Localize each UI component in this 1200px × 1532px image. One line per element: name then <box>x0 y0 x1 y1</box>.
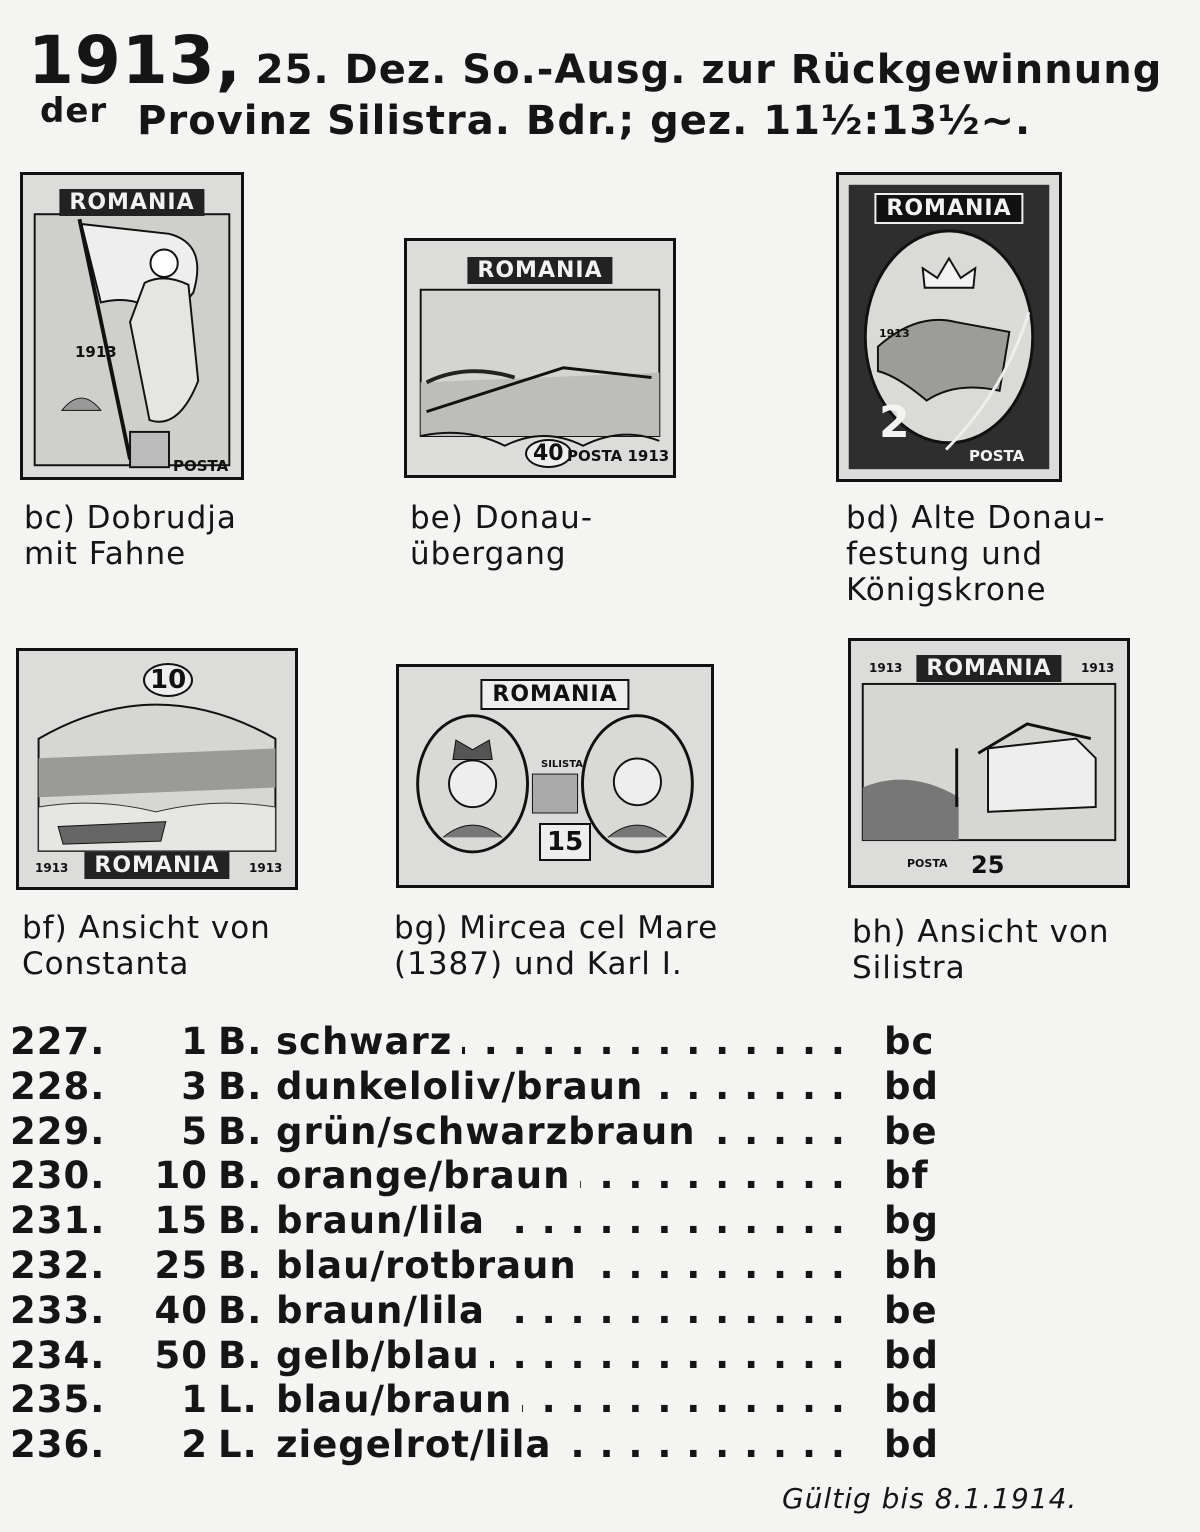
list-item <box>10 1423 990 1467</box>
stamp-bg-place: SILISTA <box>541 759 584 770</box>
stamp-be-posta: POSTA 1913 <box>567 447 670 465</box>
list-item-number: 236. <box>10 1423 106 1467</box>
stamp-bg-country: ROMANIA <box>480 679 629 710</box>
stamp-bd-illustration <box>836 172 1062 482</box>
stamp-bd-year: 1913 <box>879 327 910 340</box>
stamp-bh-value: 25 <box>971 851 1005 879</box>
list-item-number: 231. <box>10 1199 106 1243</box>
issue-year: 1913, <box>28 22 242 99</box>
header-line-1 <box>28 22 1162 99</box>
list-item-type: bf <box>884 1154 929 1198</box>
stamp-be-illustration <box>404 238 676 478</box>
list-item-color: blau/rotbraun <box>276 1244 577 1287</box>
stamp-bh-year-right: 1913 <box>1081 661 1115 675</box>
list-item-type: bh <box>884 1244 939 1287</box>
list-item-color: braun/lila <box>276 1199 485 1243</box>
stamp-bh-country: ROMANIA <box>916 655 1061 682</box>
stamp-bc-posta: POSTA <box>173 457 229 475</box>
stamp-bd-caption-line-1: bd) Alte Donau- <box>846 500 1106 536</box>
stamp-bc-year: 1913 <box>75 343 117 361</box>
list-item-number: 227. <box>10 1020 106 1063</box>
stamp-bh-caption <box>852 914 1110 986</box>
stamp-bc-caption-line-2: mit Fahne <box>24 536 187 572</box>
list-item-unit: B. <box>218 1064 263 1108</box>
list-item-value: 15 <box>154 1199 208 1243</box>
stamp-bg-caption <box>394 910 718 982</box>
list-item <box>10 1244 990 1288</box>
stamp-be-caption-line-2: übergang <box>410 536 567 572</box>
list-item-value: 3 <box>181 1064 208 1108</box>
stamp-bf-caption-line-1: bf) Ansicht von <box>22 910 271 946</box>
list-item-unit: B. <box>218 1154 263 1198</box>
stamp-bg-illustration <box>396 664 714 888</box>
list-item <box>10 1289 990 1333</box>
list-item-value: 5 <box>181 1109 208 1153</box>
list-item-unit: B. <box>218 1199 263 1243</box>
stamp-bh-caption-line-1: bh) Ansicht von <box>852 914 1110 950</box>
list-item-type: bd <box>884 1333 939 1377</box>
list-item-type: bd <box>884 1378 939 1422</box>
stamp-bd-country: ROMANIA <box>874 193 1023 224</box>
list-item-unit: L. <box>218 1378 258 1422</box>
list-item-number: 230. <box>10 1154 106 1198</box>
stamp-bf-illustration <box>16 648 298 890</box>
list-item <box>10 1334 990 1378</box>
list-item-color: ziegelrot/lila <box>276 1423 552 1467</box>
stamp-bd-caption <box>846 500 1106 608</box>
stamp-bc-caption <box>24 500 237 572</box>
stamp-bf-year-left: 1913 <box>35 861 69 875</box>
list-item-unit: B. <box>218 1244 263 1287</box>
stamp-bg-caption-line-2: (1387) und Karl I. <box>394 946 683 982</box>
list-item <box>10 1154 990 1198</box>
stamp-bd-value: 2 <box>879 397 910 448</box>
list-item-type: bd <box>884 1064 939 1108</box>
list-item-type: be <box>884 1288 938 1332</box>
stamp-bd-caption-line-2: festung und <box>846 536 1044 572</box>
list-item-value: 50 <box>154 1333 208 1377</box>
stamp-bc-artwork <box>23 175 241 477</box>
validity-note: Gültig bis 8.1.1914. <box>782 1482 1078 1515</box>
list-item-number: 235. <box>10 1378 106 1422</box>
list-item <box>10 1020 990 1064</box>
list-item <box>10 1065 990 1109</box>
list-item-unit: B. <box>218 1333 263 1377</box>
stamp-be-value: 40 <box>525 439 572 468</box>
list-item-color: dunkeloliv/braun <box>276 1064 644 1108</box>
list-item-color: orange/braun <box>276 1154 571 1198</box>
stamp-bf-year-right: 1913 <box>249 861 283 875</box>
header-line-2 <box>40 91 1032 144</box>
list-item-unit: B. <box>218 1109 263 1153</box>
list-item-color: grün/schwarzbraun <box>276 1109 696 1153</box>
list-item-value: 25 <box>154 1244 208 1287</box>
stamp-be-caption <box>410 500 593 572</box>
stamp-be-country: ROMANIA <box>467 257 612 284</box>
issue-title-der: der <box>40 91 108 131</box>
stamp-bg-caption-line-1: bg) Mircea cel Mare <box>394 910 719 946</box>
stamp-bh-caption-line-2: Silistra <box>852 950 966 986</box>
stamp-bh-year-left: 1913 <box>869 661 903 675</box>
list-item-color: braun/lila <box>276 1288 485 1332</box>
list-item-unit: B. <box>218 1020 263 1063</box>
stamp-bc-country: ROMANIA <box>59 189 204 216</box>
stamp-bf-value: 10 <box>143 663 193 697</box>
list-item-unit: L. <box>218 1423 258 1467</box>
stamp-be-caption-line-1: be) Donau- <box>410 500 594 536</box>
list-item-value: 2 <box>181 1423 208 1467</box>
list-item-value: 40 <box>154 1288 208 1332</box>
list-item-unit: B. <box>218 1288 263 1332</box>
stamp-bf-country: ROMANIA <box>84 852 229 879</box>
list-item-value: 1 <box>181 1378 208 1422</box>
stamp-bh-posta: POSTA <box>907 857 948 870</box>
list-item-number: 234. <box>10 1333 106 1377</box>
list-item-type: bd <box>884 1423 939 1467</box>
list-item-number: 228. <box>10 1064 106 1108</box>
list-item-type: bg <box>884 1199 939 1243</box>
list-item-number: 232. <box>10 1244 106 1287</box>
list-item-type: be <box>884 1109 938 1153</box>
list-item <box>10 1199 990 1243</box>
stamp-bf-caption-line-2: Constanta <box>22 946 190 982</box>
list-item-color: blau/braun <box>276 1378 513 1422</box>
list-item-type: bc <box>884 1020 935 1063</box>
list-item-color: gelb/blau <box>276 1333 480 1377</box>
list-item-value: 1 <box>181 1020 208 1063</box>
stamp-bc-illustration <box>20 172 244 480</box>
list-item-number: 233. <box>10 1288 106 1332</box>
stamp-bf-caption <box>22 910 271 982</box>
stamp-bc-caption-line-1: bc) Dobrudja <box>24 500 237 536</box>
stamp-bg-value: 15 <box>539 823 591 861</box>
stamp-bd-posta: POSTA <box>969 447 1025 465</box>
stamp-bh-illustration <box>848 638 1130 888</box>
list-item-value: 10 <box>154 1154 208 1198</box>
list-item <box>10 1110 990 1154</box>
list-item <box>10 1378 990 1422</box>
issue-title-line-1: 25. Dez. So.-Ausg. zur Rückgewinnung <box>255 47 1163 93</box>
issue-title-line-2: Provinz Silistra. Bdr.; gez. 11½:13½~. <box>137 98 1032 144</box>
list-item-color: schwarz <box>276 1020 453 1063</box>
stamp-bd-caption-line-3: Königskrone <box>846 572 1047 608</box>
list-item-number: 229. <box>10 1109 106 1153</box>
